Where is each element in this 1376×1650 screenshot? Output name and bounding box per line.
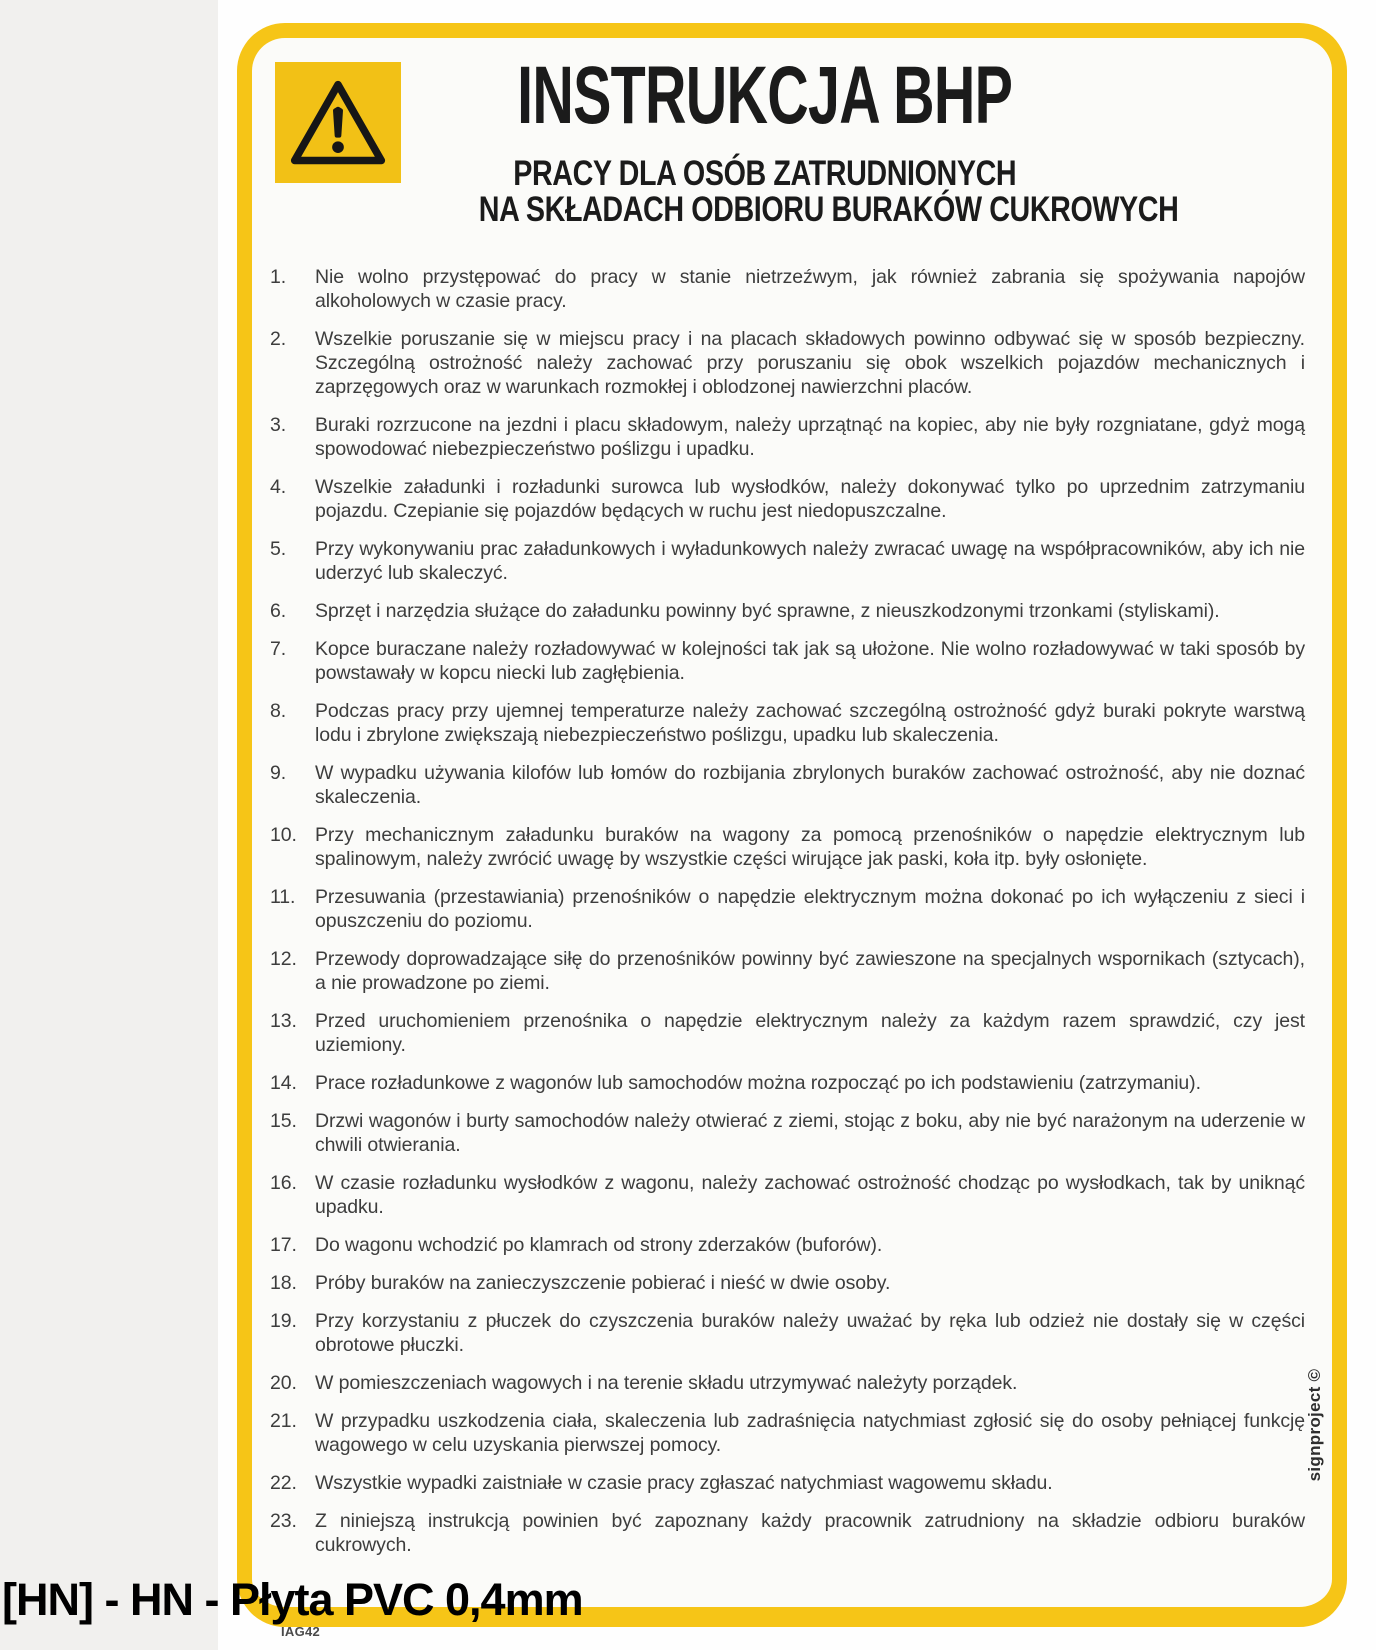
rule-number: 4. [270, 476, 287, 498]
rule-text: Prace rozładunkowe z wagonów lub samochodów można rozpocząć po ich podstawieniu (zatrzymaniu). [315, 1072, 1201, 1094]
rule-text: W przypadku uszkodzenia ciała, skaleczenia lub zadraśnięcia natychmiast zgłosić się do osoby pełniącej funkcję wagowego w celu uzyskania pierwszej pomocy. [315, 1410, 1305, 1456]
bhp-instruction-board [237, 23, 1347, 1627]
list-item [270, 1171, 1305, 1219]
subtitle-line-2-text: NA SKŁADACH ODBIORU BURAKÓW CUKROWYCH [478, 190, 1179, 229]
rule-text: Przewody doprowadzające siłę do przenośników powinny być zawieszone na specjalnych wspornikach (sztycach), a nie prowadzone po ziemi. [315, 948, 1305, 994]
rule-text: Drzwi wagonów i burty samochodów należy otwierać z ziemi, stojąc z boku, aby nie być narażonym na uderzenie w chwili otwierania. [315, 1110, 1305, 1156]
list-item [270, 1109, 1305, 1157]
list-item [270, 1509, 1305, 1557]
rule-number: 7. [270, 638, 287, 660]
list-item [270, 885, 1305, 933]
page-title [402, 52, 1128, 140]
list-item [270, 537, 1305, 585]
rule-text: Przed uruchomieniem przenośnika o napędzie elektrycznym należy za każdym razem sprawdzić, czy jest uziemiony. [315, 1010, 1305, 1056]
rule-number: 2. [270, 328, 287, 350]
rule-number: 22. [270, 1472, 297, 1494]
rules-list [270, 265, 1305, 1571]
rule-number: 6. [270, 600, 287, 622]
list-item [270, 599, 1305, 623]
rule-number: 10. [270, 824, 297, 846]
rule-text: W czasie rozładunku wysłodków z wagonu, należy zachować ostrożność chodząc po wysłodkach, tak by uniknąć upadku. [315, 1172, 1305, 1218]
rule-number: 18. [270, 1272, 297, 1294]
warning-sign-square [275, 62, 401, 183]
warning-triangle-icon [288, 77, 388, 169]
rule-number: 15. [270, 1110, 297, 1132]
list-item [270, 823, 1305, 871]
list-item [270, 475, 1305, 523]
catalog-code: IAG42 [281, 1624, 321, 1639]
list-item [270, 947, 1305, 995]
rule-text: Przesuwania (przestawiania) przenośników o napędzie elektrycznym można dokonać po ich wyłączeniu z sieci i opuszczeniu do poziomu. [315, 886, 1305, 932]
list-item [270, 761, 1305, 809]
scan-edge-strip [0, 0, 218, 1650]
rule-number: 1. [270, 266, 287, 288]
list-item [270, 1071, 1305, 1095]
rule-text: Z niniejszą instrukcją powinien być zapoznany każdy pracownik zatrudniony na składzie odbioru buraków cukrowych. [315, 1510, 1305, 1556]
page-title-text: INSTRUKCJA BHP [517, 50, 1013, 141]
list-item [270, 265, 1305, 313]
rule-text: Do wagonu wchodzić po klamrach od strony zderzaków (buforów). [315, 1234, 883, 1256]
rule-number: 5. [270, 538, 287, 560]
list-item [270, 699, 1305, 747]
rule-number: 17. [270, 1234, 297, 1256]
rule-number: 3. [270, 414, 287, 436]
rule-number: 13. [270, 1010, 297, 1032]
list-item [270, 1471, 1305, 1495]
list-item [270, 1309, 1305, 1357]
rule-number: 9. [270, 762, 287, 784]
rule-text: Przy wykonywaniu prac załadunkowych i wyładunkowych należy zwracać uwagę na współpracowników, aby ich nie uderzyć lub skaleczyć. [315, 538, 1305, 584]
rule-text: Wszelkie poruszanie się w miejscu pracy i na placach składowych powinno odbywać się w sposób bezpieczny. Szczególną ostrożność należy zachować przy poruszaniu się obok wszelkich pojazdów mechanicznych i zaprzęgowych oraz w warunkach rozmokłej i oblodzonej nawierzchni placów. [315, 328, 1305, 398]
list-item [270, 327, 1305, 399]
rule-text: Wszystkie wypadki zaistniałe w czasie pracy zgłaszać natychmiast wagowemu składu. [315, 1472, 1053, 1494]
rule-number: 12. [270, 948, 297, 970]
list-item [270, 1009, 1305, 1057]
list-item [270, 1371, 1305, 1395]
rule-text: Przy mechanicznym załadunku buraków na wagony za pomocą przenośników o napędzie elektrycznym lub spalinowym, należy zwrócić uwagę by wszystkie części wirujące jak paski, koła itp. były osłonięte. [315, 824, 1305, 870]
rule-text: Sprzęt i narzędzia służące do załadunku powinny być sprawne, z nieuszkodzonymi trzonkami (styliskami). [315, 600, 1220, 622]
rule-number: 19. [270, 1310, 297, 1332]
rule-text: Wszelkie załadunki i rozładunki surowca lub wysłodków, należy dokonywać tylko po uprzednim zatrzymaniu pojazdu. Czepianie się pojazdów będących w ruchu jest niedopuszczalne. [315, 476, 1305, 522]
subtitle-line-2 [402, 190, 1179, 229]
product-caption: [HN] - HN - Płyta PVC 0,4mm [2, 1574, 583, 1625]
rule-text: Buraki rozrzucone na jezdni i placu składowym, należy uprzątnąć na kopiec, aby nie były rozgniatane, gdyż mogą spowodować niebezpieczeństwo poślizgu i upadku. [315, 414, 1305, 460]
list-item [270, 1233, 1305, 1257]
rule-number: 14. [270, 1072, 297, 1094]
rule-text: W wypadku używania kilofów lub łomów do rozbijania zbrylonych buraków zachować ostrożność, aby nie doznać skaleczenia. [315, 762, 1305, 808]
rule-text: Podczas pracy przy ujemnej temperaturze należy zachować szczególną ostrożność gdyż buraki pokryte warstwą lodu i zbrylone zwiększają niebezpieczeństwo poślizgu, upadku lub skaleczenia. [315, 700, 1305, 746]
subtitle-line-1 [402, 156, 1128, 192]
rule-text: W pomieszczeniach wagowych i na terenie składu utrzymywać należyty porządek. [315, 1372, 1018, 1394]
rule-number: 11. [270, 886, 296, 908]
list-item [270, 413, 1305, 461]
rule-text: Nie wolno przystępować do pracy w stanie nietrzeźwym, jak również zabrania się spożywania napojów alkoholowych w czasie pracy. [315, 266, 1305, 312]
rule-text: Przy korzystaniu z płuczek do czyszczenia buraków należy uważać by ręka lub odzież nie dostały się w części obrotowe płuczki. [315, 1310, 1305, 1356]
rule-number: 8. [270, 700, 287, 722]
rule-number: 16. [270, 1172, 297, 1194]
rule-number: 20. [270, 1372, 297, 1394]
list-item [270, 637, 1305, 685]
subtitle-line-1-text: PRACY DLA OSÓB ZATRUDNIONYCH [513, 154, 1017, 193]
rule-number: 21. [270, 1410, 297, 1432]
rule-number: 23. [270, 1510, 297, 1532]
rule-text: Kopce buraczane należy rozładowywać w kolejności tak jak są ułożone. Nie wolno rozładowywać w taki sposób by powstawały w kopcu niecki lub zagłębienia. [315, 638, 1305, 684]
watermark: signproject © [1305, 1368, 1324, 1482]
list-item [270, 1409, 1305, 1457]
rule-text: Próby buraków na zanieczyszczenie pobierać i nieść w dwie osoby. [315, 1272, 891, 1294]
list-item [270, 1271, 1305, 1295]
sign-header [402, 50, 1179, 229]
